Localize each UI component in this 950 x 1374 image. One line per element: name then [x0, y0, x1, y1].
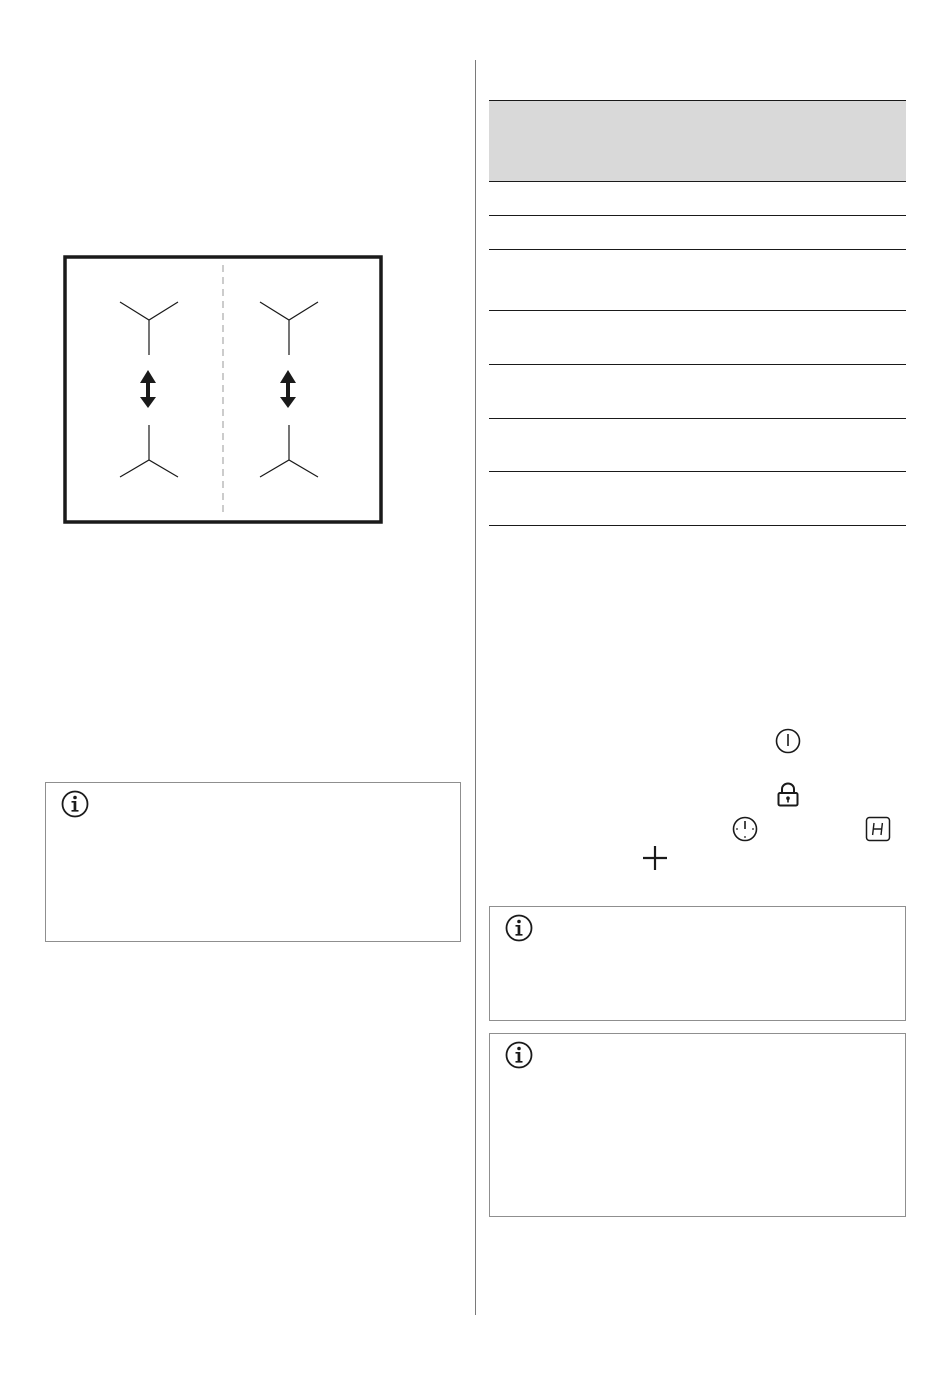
- cooking-zone-diagram: [63, 255, 383, 525]
- lock-icon: [776, 782, 800, 808]
- info-icon: [60, 789, 90, 819]
- coil-icon: [260, 425, 318, 477]
- table-row-divider: [489, 310, 906, 311]
- table-row-divider: [489, 249, 906, 250]
- residual-heat-H-icon: [864, 815, 892, 843]
- info-icon: [504, 1040, 534, 1070]
- column-divider: [475, 60, 476, 1315]
- info-note-box: [45, 782, 461, 942]
- table-header: [489, 100, 906, 182]
- table-row-divider: [489, 418, 906, 419]
- double-arrow-vertical-icon: [140, 370, 156, 408]
- coil-icon: [120, 302, 178, 355]
- plus-icon: [640, 843, 670, 873]
- cooking-zone-diagram-svg: [63, 255, 383, 525]
- coil-icon: [260, 302, 318, 355]
- table-row-divider: [489, 215, 906, 216]
- double-arrow-vertical-icon: [280, 370, 296, 408]
- table-row-divider: [489, 525, 906, 526]
- coil-icon: [120, 425, 178, 477]
- info-note-box: [489, 906, 906, 1021]
- info-note-box: [489, 1033, 906, 1217]
- table-row-divider: [489, 471, 906, 472]
- info-icon: [504, 913, 534, 943]
- timer-icon: [731, 815, 759, 843]
- table-row-divider: [489, 364, 906, 365]
- settings-table: [489, 100, 906, 527]
- power-icon: [774, 727, 802, 755]
